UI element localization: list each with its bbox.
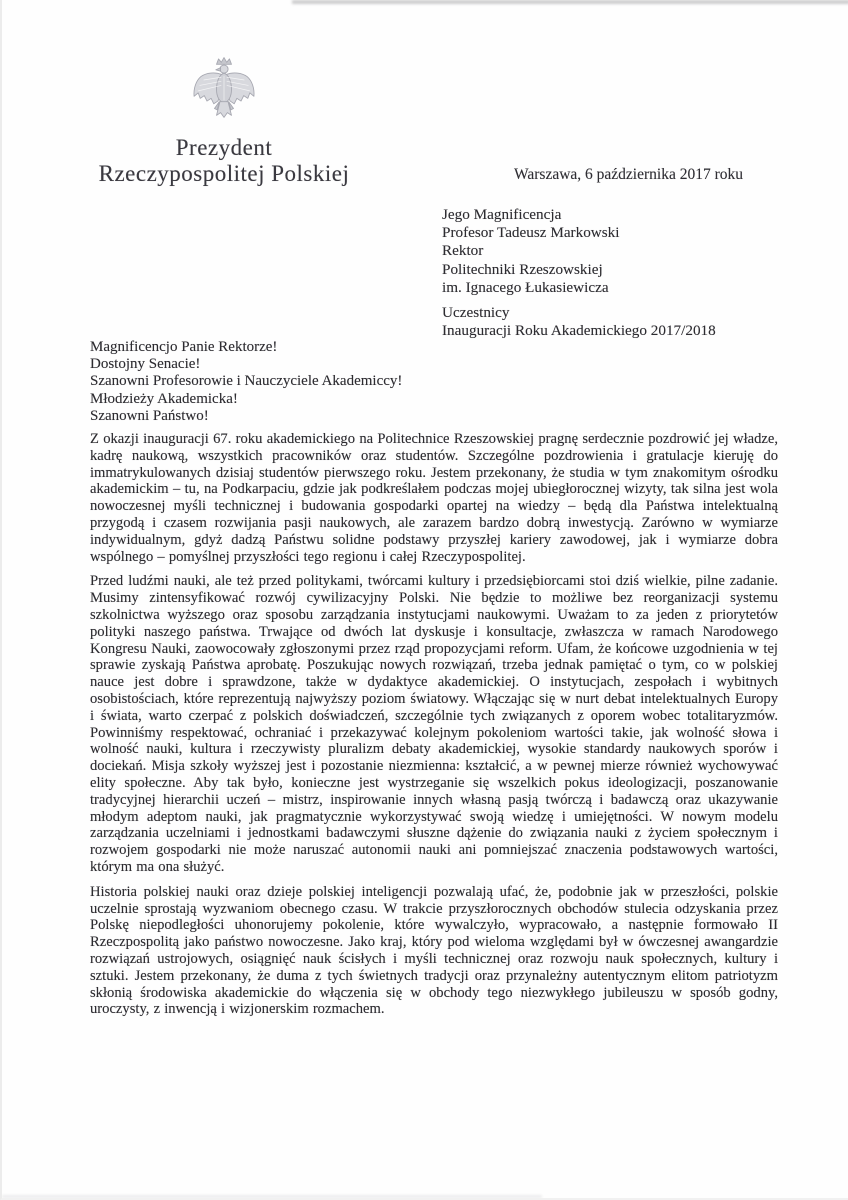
salutation-line: Młodzieży Akademicka! [90, 390, 238, 407]
body-paragraph: Z okazji inauguracji 67. roku akademickiego na Politechnice Rzeszowskiej pragnę serdecznie pozdrowić jej władze, kadrę naukową, wszystkich pracowników oraz studentów. Szczególne pozdrowienia i gratulacje kieruję do immatrykulowanych dzisiaj studentów pierwszego roku. Jestem przekonany, że studia w tym znakomitym ośrodku akademickim – tu, na Podkarpaciu, gdzie jak podkreślałem podczas mojej ubiegłorocznej wizyty, tak silna jest wola nowoczesnej myśli technicznej i budowania gospodarki opartej na wiedzy – będą dla Państwa intelektualną przygodą i czasem rozwijania pasji naukowych, ale zarazem bardzo dobrą inwestycją. Zarówno w wymiarze indywidualnym, gdyż dadzą Państwu solidne podstawy przyszłej kariery zawodowej, jak i wymiarze dobra wspólnego – pomyślnej przyszłości tego regionu i całej Rzeczypospolitej. [90, 431, 778, 565]
event-line: Uczestnicy [442, 304, 510, 322]
recipient-line: im. Ignacego Łukasiewicza [442, 278, 609, 296]
letter-body [90, 431, 778, 1018]
scan-artifact-top [292, 0, 848, 4]
recipient-line: Profesor Tadeusz Markowski [442, 224, 620, 242]
salutation-line: Szanowni Profesorowie i Nauczyciele Akademiccy! [90, 373, 403, 390]
salutation-block [90, 339, 402, 425]
salutation-line: Szanowni Państwo! [90, 407, 209, 424]
recipient-block [442, 206, 716, 340]
salutation-line: Magnificencjo Panie Rektorze! [90, 339, 278, 355]
polish-eagle-icon [190, 54, 258, 125]
dateline: Warszawa, 6 października 2017 roku [514, 166, 744, 183]
recipient-line: Rektor [442, 242, 484, 260]
event-line: Inauguracji Roku Akademickiego 2017/2018 [442, 322, 716, 340]
letterhead-title-line2: Rzeczypospolitej Polskiej [98, 161, 350, 186]
letterhead-title-line1: Prezydent [175, 135, 273, 160]
event-participants-block [442, 304, 716, 340]
salutation-line: Dostojny Senacie! [90, 356, 201, 373]
body-paragraph: Historia polskiej nauki oraz dzieje polskiej inteligencji pozwalają ufać, że, podobnie jak w przeszłości, polskie uczelnie sprostają wyzwaniom obecnego czasu. W trakcie przyszłorocznych obchodów stulecia odzyskania przez Polskę niepodległości uhonorujemy pokolenie, które wywalczyło, wypracowało, a następnie formowało II Rzeczpospolitą jako państwo nowoczesne. Jako kraj, który pod wieloma względami był w ówczesnej awangardzie rozwiązań ustrojowych, osiągnięć nauk ścisłych i myśli technicznej oraz rozwoju nauk społecznych, kultury i sztuki. Jestem przekonany, że duma z tych świetnych tradycji oraz przynależny autentycznym elitom patriotyzm skłonią środowiska akademickie do włączenia się w obchody tego niezwykłego jubileuszu w sposób godny, uroczysty, z inwencją i wizjonerskim rozmachem. [90, 883, 778, 1018]
letterhead [94, 54, 354, 187]
body-paragraph: Przed ludźmi nauki, ale też przed politykami, twórcami kultury i przedsiębiorcami stoi dziś wielkie, pilne zadanie. Musimy zintensyfikować rozwój cywilizacyjny Polski. Nie będzie to możliwe bez reorganizacji systemu szkolnictwa wyższego oraz sposobu zarządzania instytucjami naukowymi. Uważam to za jeden z priorytetów polityki naszego państwa. Trwające od dwóch lat dyskusje i konsultacje, zwłaszcza w ramach Narodowego Kongresu Nauki, zaowocowały zgłoszonymi przez rząd propozycjami reform. Ufam, że końcowe uzgodnienia w tej sprawie zyskają Państwa aprobatę. Poszukując nowych rozwiązań, trzeba jednak pamiętać o tym, co w polskiej nauce jest dobre i sprawdzone, także w dydaktyce akademickiej. O instytucjach, zespołach i wybitnych osobistościach, które reprezentują najwyższy poziom światowy. Włączając się w nurt debat intelektualnych Europy i świata, warto czerpać z polskich doświadczeń, szczególnie tych związanych z oporem wobec totalitaryzmów. Powinniśmy respektować, ochraniać i przekazywać kolejnym pokoleniom wartości takie, jak wolność słowa i wolność nauki, kultura i rzeczywisty pluralizm debaty akademickiej, wysokie standardy naukowych sporów i dociekań. Misja szkoły wyższej jest i pozostanie niezmienna: kształcić, a w pewnej mierze również wychowywać elity społeczne. Aby tak było, konieczne jest wystrzeganie się wszelkich pokus ideologizacji, poszanowanie tradycyjnej hierarchii uczeń – mistrz, inspirowanie innych własną pasją twórczą i badawczą oraz ukazywanie młodym adeptom nauki, jak pragmatycznie wykorzystywać swoją wiedzę i umiejętności. W nowym modelu zarządzania uczelniami i jednostkami badawczymi słuszne dążenie do związania nauki z życiem społecznym i rozwojem gospodarki nie może naruszać autonomii nauki ani pomniejszać znaczenia podstawowych wartości, którym ma ona służyć. [90, 573, 778, 875]
recipient-line: Politechniki Rzeszowskiej [442, 260, 603, 278]
scan-artifact-bottom [2, 1195, 542, 1198]
recipient-line: Jego Magnificencja [442, 206, 562, 223]
